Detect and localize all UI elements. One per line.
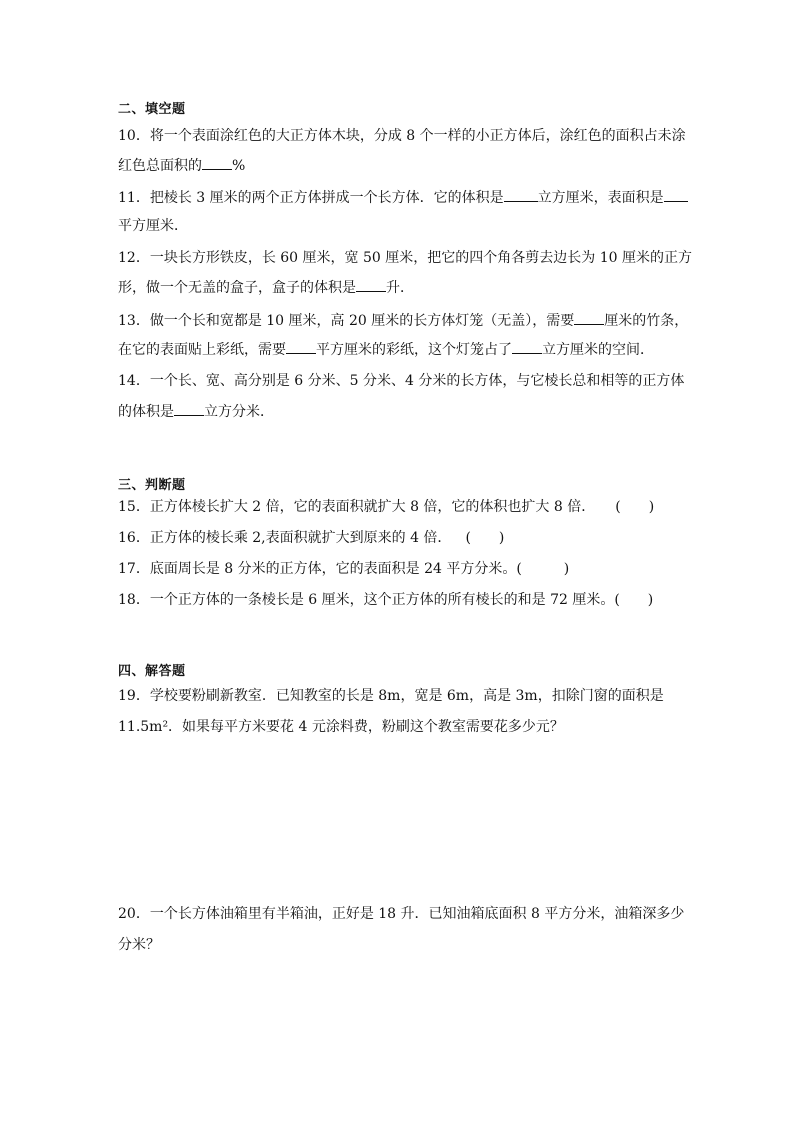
q12-line-1: 12．一块长方形铁皮，长 60 厘米，宽 50 厘米，把它的四个角各剪去边长为 10 厘米的正方 bbox=[118, 250, 692, 266]
q10-line-2 bbox=[118, 155, 245, 176]
q20-line-1: 20．一个长方体油箱里有半箱油，正好是 18 升．已知油箱底面积 8 平方分米，油箱深多少 bbox=[118, 906, 685, 922]
q13-blank-space[interactable] bbox=[512, 339, 542, 354]
q12-unit: 升． bbox=[386, 280, 414, 296]
q15-text: 15．正方体棱长扩大 2 倍，它的表面积就扩大 8 倍，它的体积也扩大 8 倍． bbox=[118, 499, 596, 515]
q14-line-2 bbox=[118, 401, 274, 422]
q16-answer-parens[interactable]: ( ) bbox=[465, 530, 505, 546]
q14-line-1: 14．一个长、宽、高分别是 6 分米、5 分米、4 分米的长方体，与它棱长总和相等的正方体 bbox=[118, 373, 685, 389]
q13-text-2: 厘米的竹条， bbox=[604, 313, 689, 329]
q13-text-5: 立方厘米的空间． bbox=[542, 342, 654, 358]
q18-text: 18．一个正方体的一条棱长是 6 厘米，这个正方体的所有棱长的和是 72 厘米。 bbox=[118, 592, 615, 608]
q14-unit: 立方分米． bbox=[204, 404, 274, 420]
q17-answer-parens[interactable]: ( ) bbox=[516, 561, 570, 577]
q11-text-2: 立方厘米，表面积是 bbox=[537, 190, 664, 206]
section-title-fill: 二、填空题 bbox=[118, 102, 186, 117]
q11-blank-area[interactable] bbox=[664, 187, 688, 202]
q13-blank-paper[interactable] bbox=[286, 339, 316, 354]
q12-text: 形，做一个无盖的盒子，盒子的体积是 bbox=[118, 280, 356, 296]
section-title-judge: 三、判断题 bbox=[118, 478, 186, 493]
section-title-solve: 四、解答题 bbox=[118, 664, 186, 679]
q10-text: 红色总面积的 bbox=[118, 158, 202, 174]
q19-line-2: 11.5m²．如果每平方米要花 4 元涂料费，粉刷这个教室需要花多少元？ bbox=[118, 719, 564, 735]
q17-line bbox=[118, 559, 569, 579]
q11-blank-volume[interactable] bbox=[504, 187, 538, 202]
q11-line-1 bbox=[118, 187, 688, 208]
q20-line-2: 分米？ bbox=[118, 937, 160, 953]
q16-text: 16．正方体的棱长乘 2,表面积就扩大到原来的 4 倍． bbox=[118, 530, 452, 546]
q11-line-2: 平方厘米． bbox=[118, 218, 188, 234]
q18-line bbox=[118, 590, 653, 610]
q18-answer-parens[interactable]: ( ) bbox=[614, 592, 654, 608]
q13-blank-bamboo[interactable] bbox=[574, 310, 604, 325]
q19-line-1: 19．学校要粉刷新教室．已知教室的长是 8m，宽是 6m，高是 3m，扣除门窗的面积是 bbox=[118, 688, 664, 704]
q13-text-4: 平方厘米的彩纸，这个灯笼占了 bbox=[316, 342, 512, 358]
q12-line-2 bbox=[118, 277, 414, 298]
q16-line bbox=[118, 528, 504, 548]
q14-answer-blank[interactable] bbox=[174, 401, 204, 416]
q11-text-1: 11．把棱长 3 厘米的两个正方体拼成一个长方体．它的体积是 bbox=[118, 190, 504, 206]
q13-line-2 bbox=[118, 339, 654, 360]
q13-line-1 bbox=[118, 310, 688, 331]
q10-answer-blank[interactable] bbox=[202, 155, 232, 170]
q15-answer-parens[interactable]: ( ) bbox=[615, 499, 655, 515]
q14-text: 的体积是 bbox=[118, 404, 174, 420]
q15-line bbox=[118, 497, 654, 517]
q13-text-3: 在它的表面贴上彩纸，需要 bbox=[118, 342, 286, 358]
q17-text: 17．底面周长是 8 分米的正方体，它的表面积是 24 平方分米。 bbox=[118, 561, 517, 577]
q10-unit: % bbox=[232, 158, 246, 174]
q12-answer-blank[interactable] bbox=[356, 277, 386, 292]
q13-text-1: 13．做一个长和宽都是 10 厘米，高 20 厘米的长方体灯笼（无盖），需要 bbox=[118, 313, 575, 329]
q10-line-1: 10．将一个表面涂红色的大正方体木块，分成 8 个一样的小正方体后，涂红色的面积占未涂 bbox=[118, 128, 686, 144]
